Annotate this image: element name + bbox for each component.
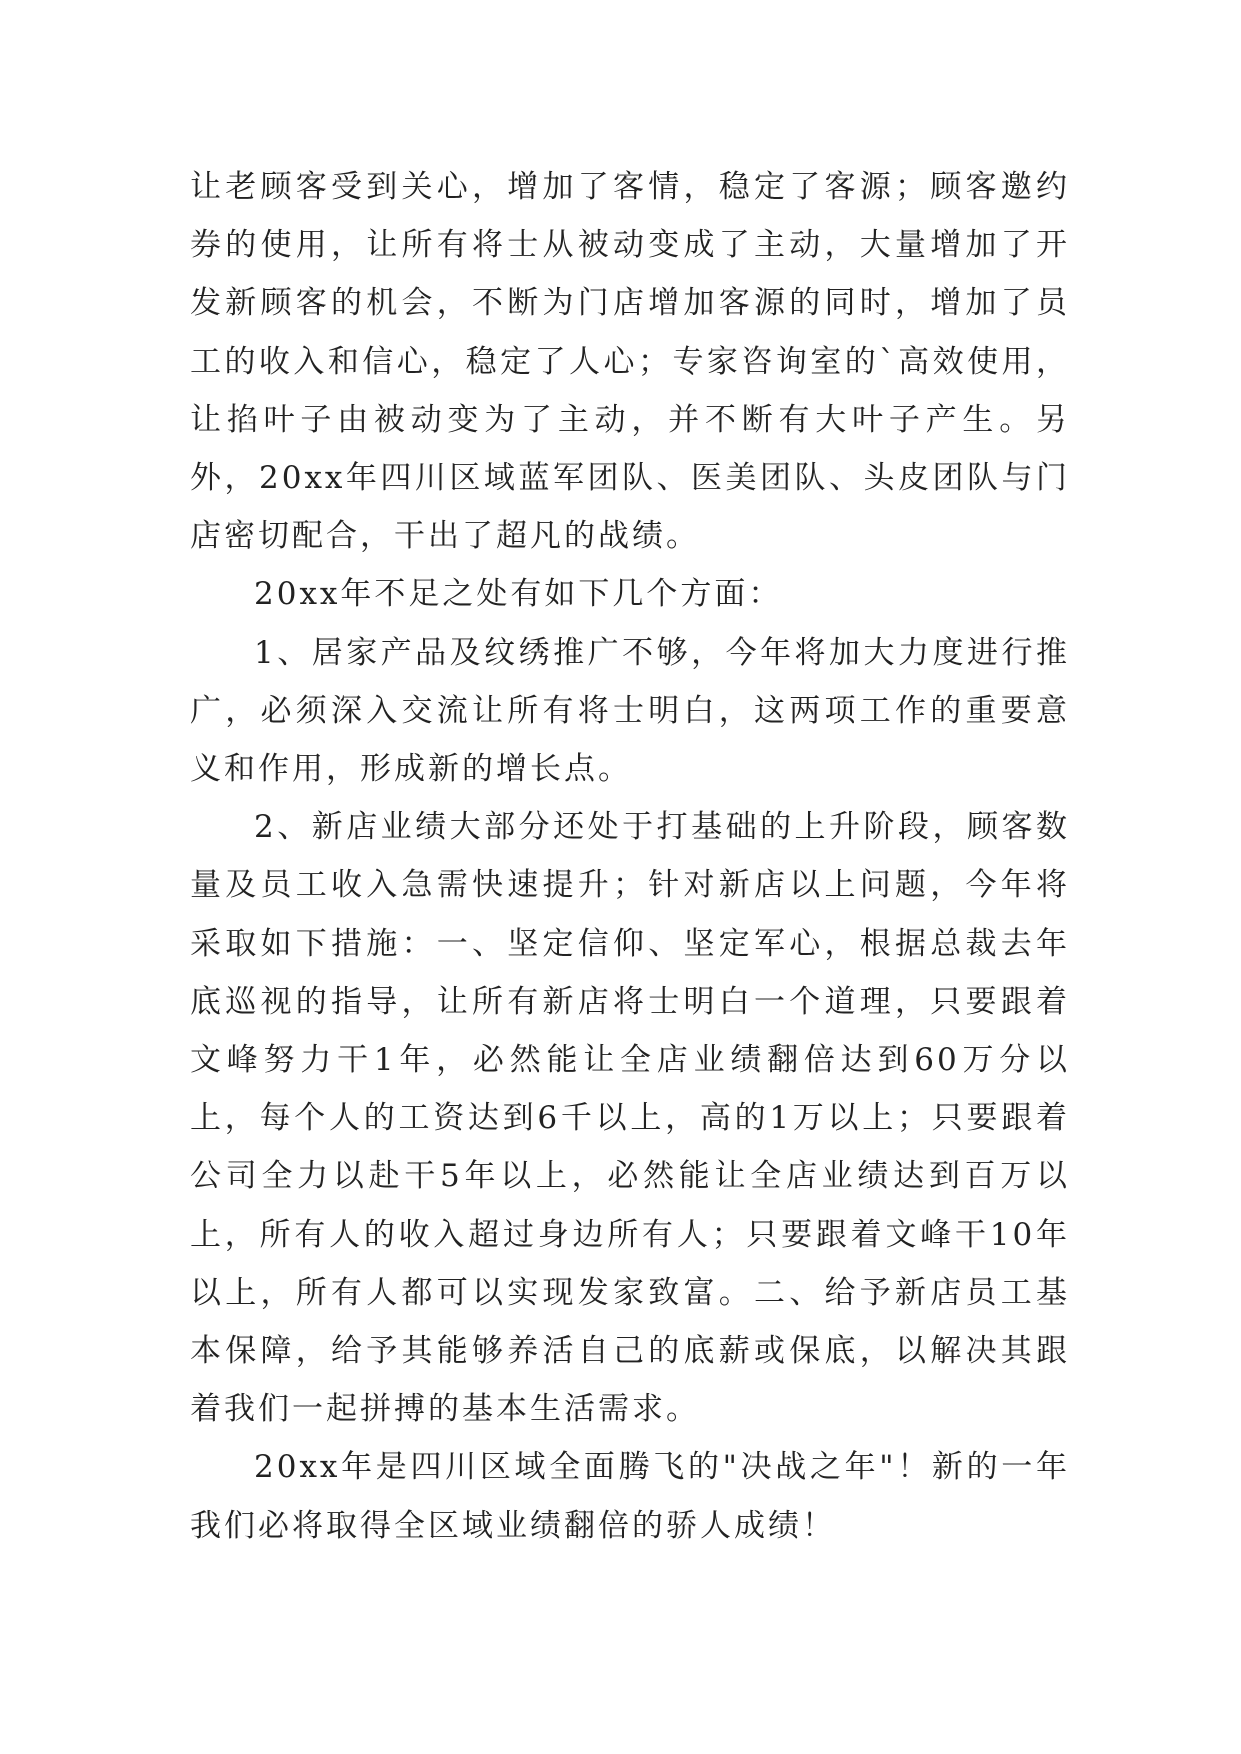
paragraph-4: 2、新店业绩大部分还处于打基础的上升阶段，顾客数量及员工收入急需快速提升；针对新店以上问题，今年将采取如下措施：一、坚定信仰、坚定军心，根据总裁去年底巡视的指导，让所有新店将士明白一个道理，只要跟着文峰努力干1年，必然能让全店业绩翻倍达到60万分以上，每个人的工资达到6千以上，高的1万以上；只要跟着公司全力以赴干5年以上，必然能让全店业绩达到百万以上，所有人的收入超过身边所有人；只要跟着文峰干10年以上，所有人都可以实现发家致富。二、给予新店员工基本保障，给予其能够养活自己的底薪或保底，以解决其跟着我们一起拼搏的基本生活需求。 [190, 809, 1070, 1428]
document-body [190, 158, 1070, 1555]
paragraph-2: 20xx年不足之处有如下几个方面： [254, 576, 783, 613]
paragraph-5: 20xx年是四川区域全面腾飞的"决战之年"！新的一年我们必将取得全区域业绩翻倍的骄人成绩！ [190, 1449, 1070, 1544]
paragraph-3: 1、居家产品及纹绣推广不够，今年将加大力度进行推广，必须深入交流让所有将士明白，这两项工作的重要意义和作用，形成新的增长点。 [190, 634, 1070, 788]
paragraph-1: 让老顾客受到关心，增加了客情，稳定了客源；顾客邀约券的使用，让所有将士从被动变成了主动，大量增加了开发新顾客的机会，不断为门店增加客源的同时，增加了员工的收入和信心，稳定了人心；专家咨询室的`高效使用，让掐叶子由被动变为了主动，并不断有大叶子产生。另外，20xx年四川区域蓝军团队、医美团队、头皮团队与门店密切配合，干出了超凡的战绩。 [190, 169, 1070, 555]
